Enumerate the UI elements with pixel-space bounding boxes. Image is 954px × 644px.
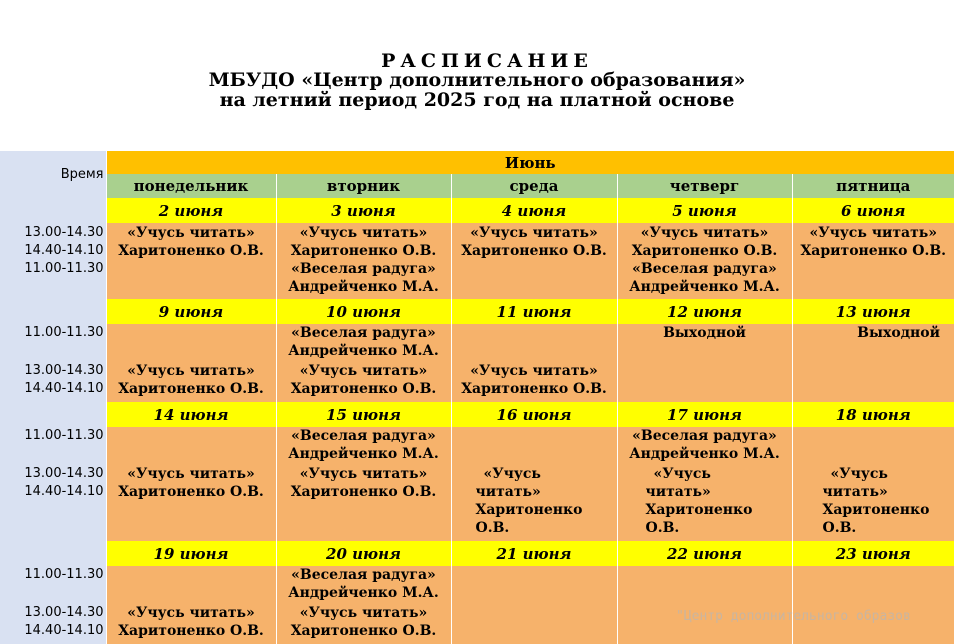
day-header: среда bbox=[451, 174, 617, 198]
class-teacher: Харитоненко О.В. bbox=[793, 242, 954, 260]
date-cell: 6 июня bbox=[792, 198, 954, 223]
day-header: вторник bbox=[276, 174, 451, 198]
time-cell bbox=[0, 299, 106, 324]
class-cell bbox=[451, 604, 617, 644]
class-cell bbox=[276, 604, 451, 644]
class-cell bbox=[451, 324, 617, 362]
date-cell: 11 июня bbox=[451, 299, 617, 324]
time-cell bbox=[0, 604, 106, 644]
class-cell bbox=[276, 324, 451, 362]
date-cell: 21 июня bbox=[451, 541, 617, 566]
date-cell: 17 июня bbox=[617, 402, 792, 427]
class-title: «Учусь читать» bbox=[277, 224, 451, 242]
class-cell bbox=[617, 324, 792, 362]
class-cell bbox=[617, 362, 792, 402]
time-slot: 14.40-14.10 bbox=[0, 242, 104, 260]
organization-name: МБУДО «Центр дополнительного образования» bbox=[0, 69, 954, 91]
class-teacher: Харитоненко bbox=[646, 501, 792, 519]
class-cell bbox=[451, 362, 617, 402]
day-header: четверг bbox=[617, 174, 792, 198]
class-teacher: Харитоненко О.В. bbox=[107, 380, 276, 398]
time-slot: 13.00-14.30 bbox=[0, 465, 104, 483]
class-cell bbox=[617, 223, 792, 299]
class-cell bbox=[792, 427, 954, 465]
time-cell bbox=[0, 465, 106, 541]
class-teacher: О.В. bbox=[476, 519, 617, 537]
class-teacher: Андрейченко М.А. bbox=[277, 584, 451, 602]
class-teacher: Харитоненко О.В. bbox=[452, 242, 617, 260]
class-title: «Учусь читать» bbox=[107, 604, 276, 622]
class-title: «Веселая радуга» bbox=[277, 427, 451, 445]
class-title: «Веселая радуга» bbox=[618, 427, 792, 445]
date-cell: 2 июня bbox=[106, 198, 276, 223]
class-cell bbox=[276, 427, 451, 465]
class-cell bbox=[617, 427, 792, 465]
day-off-label: Выходной bbox=[793, 324, 954, 342]
time-cell bbox=[0, 427, 106, 465]
time-slot: 14.40-14.10 bbox=[0, 622, 104, 640]
class-title: читать» bbox=[646, 483, 792, 501]
class-teacher: Харитоненко О.В. bbox=[277, 622, 451, 640]
schedule-title: РАСПИСАНИЕ bbox=[0, 50, 954, 72]
class-teacher: Харитоненко О.В. bbox=[277, 483, 451, 501]
time-slot: 14.40-14.10 bbox=[0, 483, 104, 501]
date-cell: 10 июня bbox=[276, 299, 451, 324]
class-cell bbox=[792, 465, 954, 541]
day-header: понедельник bbox=[106, 174, 276, 198]
date-cell: 23 июня bbox=[792, 541, 954, 566]
class-teacher: Харитоненко О.В. bbox=[107, 483, 276, 501]
time-slot: 11.00-11.30 bbox=[0, 427, 104, 445]
class-title: «Учусь читать» bbox=[452, 362, 617, 380]
time-cell bbox=[0, 324, 106, 362]
time-slot: 11.00-11.30 bbox=[0, 566, 104, 584]
class-cell bbox=[617, 566, 792, 604]
class-teacher: Харитоненко bbox=[823, 501, 954, 519]
date-cell: 15 июня bbox=[276, 402, 451, 427]
class-title: «Учусь читать» bbox=[107, 465, 276, 483]
watermark-text: "Центр дополнительного образов bbox=[676, 609, 911, 624]
class-teacher: Харитоненко О.В. bbox=[618, 242, 792, 260]
class-title: «Учусь читать» bbox=[107, 362, 276, 380]
class-cell bbox=[106, 362, 276, 402]
class-teacher: О.В. bbox=[646, 519, 792, 537]
class-title: «Веселая радуга» bbox=[277, 324, 451, 342]
date-cell: 16 июня bbox=[451, 402, 617, 427]
time-cell bbox=[0, 402, 106, 427]
class-title: «Веселая радуга» bbox=[618, 260, 792, 278]
month-header: Июнь bbox=[106, 151, 954, 174]
class-teacher: Андрейченко М.А. bbox=[618, 445, 792, 463]
class-title: «Учусь читать» bbox=[618, 224, 792, 242]
class-cell bbox=[106, 465, 276, 541]
class-title: читать» bbox=[476, 483, 617, 501]
class-teacher: Харитоненко О.В. bbox=[277, 380, 451, 398]
time-slot: 13.00-14.30 bbox=[0, 362, 104, 380]
time-header: Время bbox=[0, 151, 106, 198]
class-cell bbox=[106, 223, 276, 299]
schedule-period: на летний период 2025 год на платной основе bbox=[0, 89, 954, 111]
class-title: «Учусь читать» bbox=[277, 604, 451, 622]
class-teacher: Андрейченко М.А. bbox=[277, 342, 451, 360]
schedule-table bbox=[0, 151, 954, 644]
class-title: «Учусь читать» bbox=[107, 224, 276, 242]
class-title: «Учусь читать» bbox=[277, 465, 451, 483]
class-cell bbox=[106, 324, 276, 362]
date-cell: 20 июня bbox=[276, 541, 451, 566]
date-cell: 9 июня bbox=[106, 299, 276, 324]
day-off-label: Выходной bbox=[618, 324, 792, 342]
class-cell bbox=[617, 465, 792, 541]
date-cell: 19 июня bbox=[106, 541, 276, 566]
class-teacher: Харитоненко bbox=[476, 501, 617, 519]
class-cell bbox=[792, 324, 954, 362]
class-cell bbox=[451, 427, 617, 465]
class-teacher: Харитоненко О.В. bbox=[277, 242, 451, 260]
class-teacher: Андрейченко М.А. bbox=[277, 278, 451, 296]
class-teacher: Харитоненко О.В. bbox=[107, 242, 276, 260]
class-cell bbox=[106, 604, 276, 644]
date-cell: 18 июня bbox=[792, 402, 954, 427]
time-slot: 11.00-11.30 bbox=[0, 260, 104, 278]
class-title: «Учусь bbox=[646, 465, 792, 483]
time-slot: 13.00-14.30 bbox=[0, 224, 104, 242]
day-header: пятница bbox=[792, 174, 954, 198]
date-cell: 14 июня bbox=[106, 402, 276, 427]
class-cell bbox=[276, 362, 451, 402]
time-slot: 11.00-11.30 bbox=[0, 324, 104, 342]
class-teacher: Харитоненко О.В. bbox=[107, 622, 276, 640]
class-cell bbox=[451, 223, 617, 299]
class-cell bbox=[106, 427, 276, 465]
class-cell bbox=[792, 223, 954, 299]
class-cell bbox=[451, 566, 617, 604]
time-cell bbox=[0, 198, 106, 223]
date-cell: 12 июня bbox=[617, 299, 792, 324]
class-title: «Учусь читать» bbox=[277, 362, 451, 380]
class-teacher: О.В. bbox=[823, 519, 954, 537]
class-cell bbox=[276, 566, 451, 604]
date-cell: 22 июня bbox=[617, 541, 792, 566]
class-cell bbox=[276, 465, 451, 541]
class-cell bbox=[792, 566, 954, 604]
class-title: «Веселая радуга» bbox=[277, 260, 451, 278]
class-title: «Учусь bbox=[476, 465, 617, 483]
class-cell bbox=[792, 362, 954, 402]
class-cell bbox=[106, 566, 276, 604]
time-slot: 14.40-14.10 bbox=[0, 380, 104, 398]
class-title: читать» bbox=[823, 483, 954, 501]
time-cell bbox=[0, 362, 106, 402]
class-teacher: Харитоненко О.В. bbox=[452, 380, 617, 398]
date-cell: 13 июня bbox=[792, 299, 954, 324]
time-cell bbox=[0, 223, 106, 299]
class-title: «Учусь читать» bbox=[793, 224, 954, 242]
class-title: «Веселая радуга» bbox=[277, 566, 451, 584]
class-teacher: Андрейченко М.А. bbox=[277, 445, 451, 463]
class-title: «Учусь читать» bbox=[452, 224, 617, 242]
class-title: «Учусь bbox=[823, 465, 954, 483]
time-cell bbox=[0, 566, 106, 604]
class-cell bbox=[451, 465, 617, 541]
date-cell: 4 июня bbox=[451, 198, 617, 223]
date-cell: 5 июня bbox=[617, 198, 792, 223]
class-teacher: Андрейченко М.А. bbox=[618, 278, 792, 296]
time-cell bbox=[0, 541, 106, 566]
class-cell bbox=[276, 223, 451, 299]
time-slot: 13.00-14.30 bbox=[0, 604, 104, 622]
date-cell: 3 июня bbox=[276, 198, 451, 223]
